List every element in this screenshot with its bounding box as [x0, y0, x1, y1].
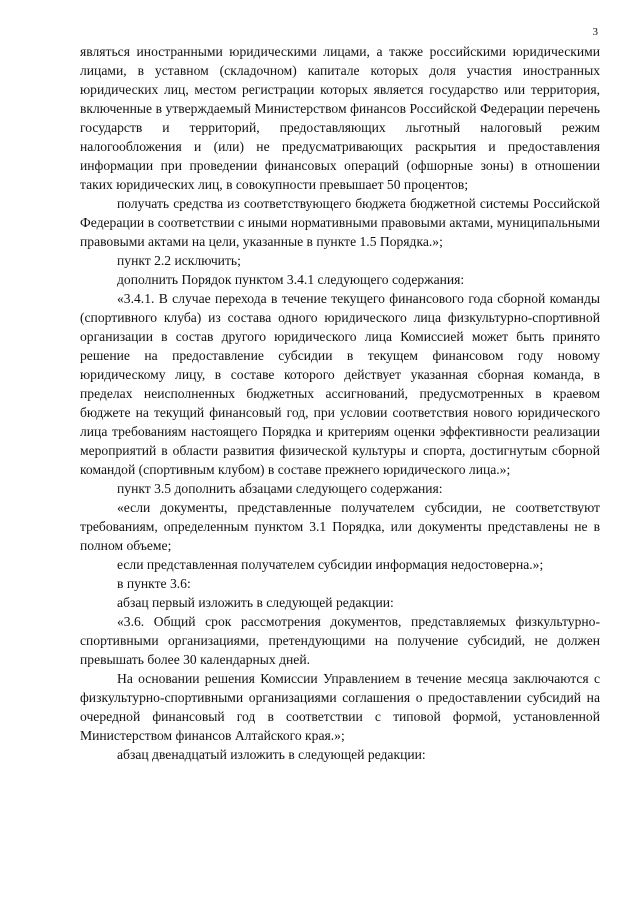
paragraph: абзац двенадцатый изложить в следующей редакции:	[117, 747, 426, 762]
paragraph: На основании решения Комиссии Управлением в течение месяца заключаются с физкультурно-спортивными организациями соглашения о предоставлении субсидий на очередной финансовый год в соответствии с типовой формой, установленной Министерством финансов Алтайского края.»;	[80, 671, 600, 743]
paragraph: пункт 3.5 дополнить абзацами следующего содержания:	[117, 481, 443, 496]
paragraph: «3.4.1. В случае перехода в течение текущего финансового года сборной команды (спортивного клуба) из состава одного юридического лица физкультурно-спортивной организации в состав другого юридического лица Комиссией может быть принято решение на предоставление субсидии в текущем финансовом году новому юридическому лицу, в составе которого действует указанная сборная команда, в пределах неисполненных бюджетных ассигнований, предусмотренных в краевом бюджете на текущий финансовый год, при условии соответствия нового юридического лица требованиям настоящего Порядка и критериям оценки эффективности реализации мероприятий в области развития физической культуры и спорта, достигнутым сборной командой (спортивным клубом) в составе прежнего юридического лица.»;	[80, 291, 600, 477]
paragraph: «3.6. Общий срок рассмотрения документов, представляемых физкультурно-спортивными организациями, претендующими на получение субсидий, не должен превышать более 30 календарных дней.	[80, 614, 600, 667]
paragraph: если представленная получателем субсидии информация недостоверна.»;	[117, 557, 544, 572]
paragraph: дополнить Порядок пунктом 3.4.1 следующего содержания:	[117, 272, 465, 287]
paragraph: являться иностранными юридическими лицами, а также российскими юридическими лицами, в уставном (складочном) капитале которых доля участия иностранных юридических лиц, местом регистрации которых является государство или территория, включенные в утверждаемый Министерством финансов Российской Федерации перечень государств и территорий, предоставляющих льготный налоговый режим налогообложения и (или) не предусматривающих раскрытия и предоставления информации при проведении финансовых операций (офшорные зоны) в отношении таких юридических лиц, в совокупности превышает 50 процентов;	[80, 44, 600, 192]
paragraph: в пункте 3.6:	[117, 576, 191, 591]
paragraph: «если документы, представленные получателем субсидии, не соответствуют требованиям, определенным пунктом 3.1 Порядка, или документы представлены не в полном объеме;	[80, 500, 600, 553]
page-number: 3	[592, 26, 598, 38]
paragraph: пункт 2.2 исключить;	[117, 253, 241, 268]
document-body	[80, 42, 600, 764]
paragraph: абзац первый изложить в следующей редакции:	[117, 595, 394, 610]
paragraph: получать средства из соответствующего бюджета бюджетной системы Российской Федерации в соответствии с иными нормативными правовыми актами, муниципальными правовыми актами на цели, указанные в пункте 1.5 Порядка.»;	[80, 196, 600, 249]
